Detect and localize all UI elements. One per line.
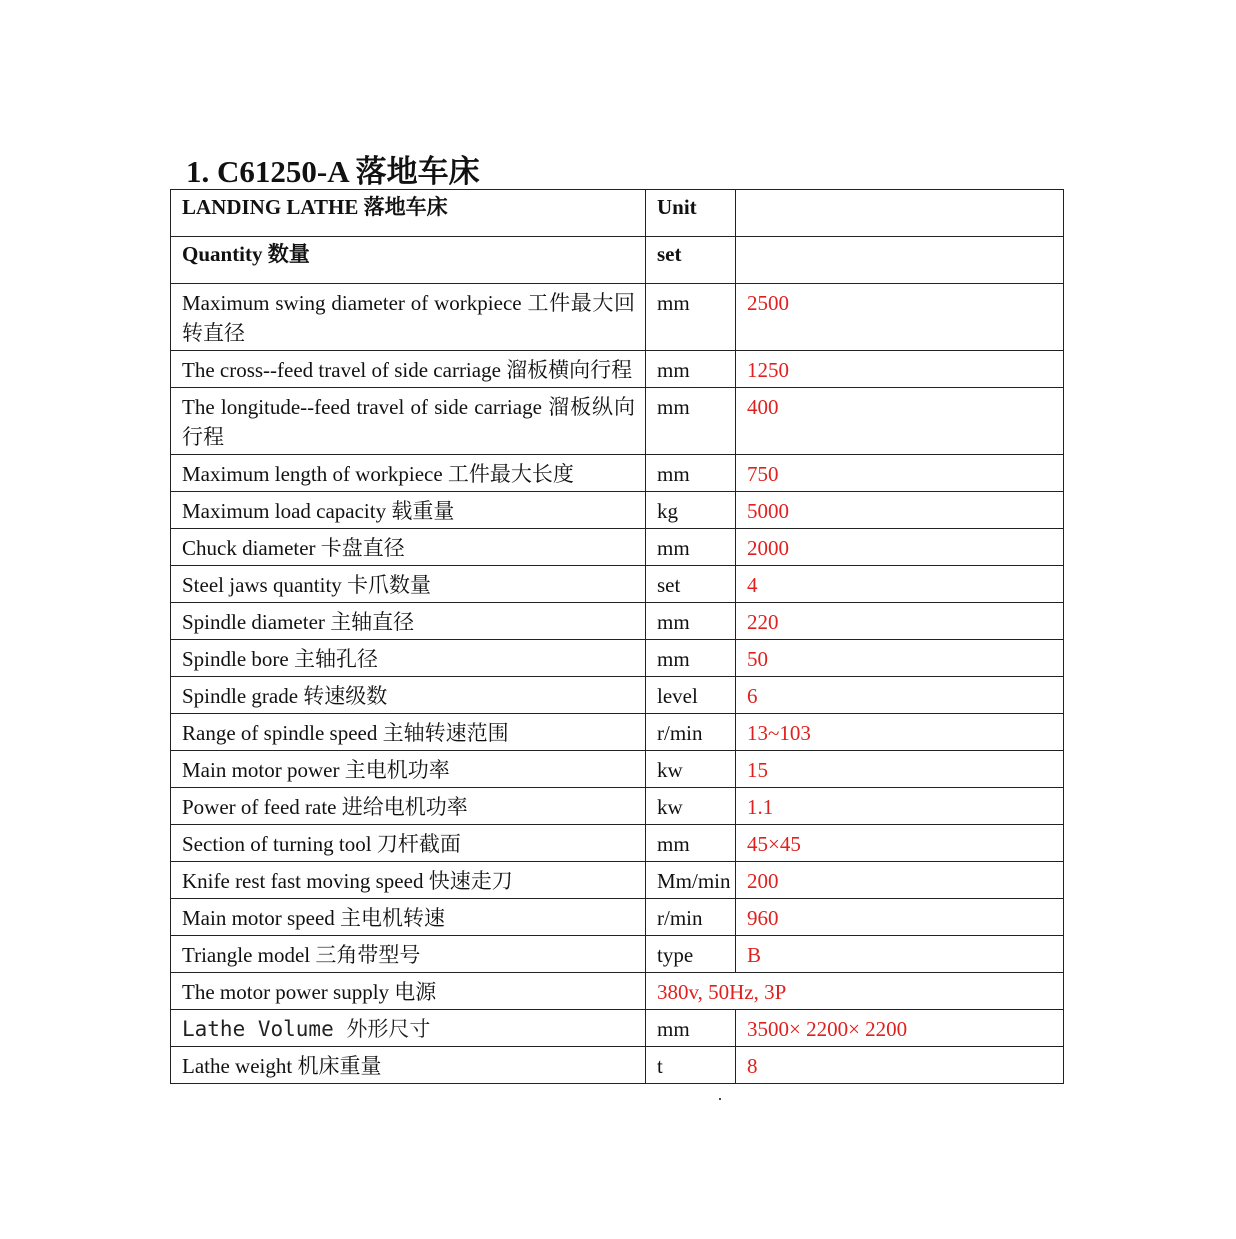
unit-cell: r/min	[646, 899, 736, 936]
unit-cell: set	[646, 566, 736, 603]
param-cell: Spindle bore 主轴孔径	[171, 640, 646, 677]
value-cell: B	[736, 936, 1064, 973]
table-row	[171, 862, 1064, 899]
unit-cell: mm	[646, 640, 736, 677]
value-cell: 220	[736, 603, 1064, 640]
unit-cell: kw	[646, 788, 736, 825]
param-cell: Maximum load capacity 载重量	[171, 492, 646, 529]
value-cell: 750	[736, 455, 1064, 492]
unit-cell: mm	[646, 388, 736, 455]
power-supply-value-cell: 380v, 50Hz, 3P	[646, 973, 1064, 1010]
param-cell: Main motor power 主电机功率	[171, 751, 646, 788]
power-supply-param-cell: The motor power supply 电源	[171, 973, 646, 1010]
table-header-row	[171, 190, 1064, 237]
param-cell: Steel jaws quantity 卡爪数量	[171, 566, 646, 603]
param-cell: Triangle model 三角带型号	[171, 936, 646, 973]
table-row	[171, 751, 1064, 788]
power-supply-row	[171, 973, 1064, 1010]
table-row	[171, 936, 1064, 973]
unit-cell: mm	[646, 603, 736, 640]
value-cell: 1.1	[736, 788, 1064, 825]
value-cell: 1250	[736, 351, 1064, 388]
table-row	[171, 640, 1064, 677]
spec-table	[170, 189, 1064, 1084]
param-cell: Main motor speed 主电机转速	[171, 899, 646, 936]
table-row	[171, 603, 1064, 640]
unit-cell: level	[646, 677, 736, 714]
header-value-cell	[736, 190, 1064, 237]
quantity-unit-cell: set	[646, 237, 736, 284]
weight-param-cell: Lathe weight 机床重量	[171, 1047, 646, 1084]
header-unit-cell: Unit	[646, 190, 736, 237]
param-cell: Spindle grade 转速级数	[171, 677, 646, 714]
param-cell: Section of turning tool 刀杆截面	[171, 825, 646, 862]
param-cell: Power of feed rate 进给电机功率	[171, 788, 646, 825]
value-cell: 50	[736, 640, 1064, 677]
unit-cell: r/min	[646, 714, 736, 751]
weight-unit-cell: t	[646, 1047, 736, 1084]
value-cell: 200	[736, 862, 1064, 899]
param-cell: The cross--feed travel of side carriage 溜板横向行程	[171, 351, 646, 388]
header-param-cell: LANDING LATHE 落地车床	[171, 190, 646, 237]
unit-cell: mm	[646, 455, 736, 492]
weight-row	[171, 1047, 1064, 1084]
table-row	[171, 351, 1064, 388]
table-row	[171, 529, 1064, 566]
value-cell: 5000	[736, 492, 1064, 529]
volume-param-cell: Lathe Volume 外形尺寸	[171, 1010, 646, 1047]
unit-cell: kw	[646, 751, 736, 788]
value-cell: 400	[736, 388, 1064, 455]
param-cell: Spindle diameter 主轴直径	[171, 603, 646, 640]
value-cell: 13~103	[736, 714, 1064, 751]
unit-cell: Mm/min	[646, 862, 736, 899]
param-cell: The longitude--feed travel of side carriage 溜板纵向行程	[171, 388, 646, 455]
param-cell: Chuck diameter 卡盘直径	[171, 529, 646, 566]
table-row	[171, 825, 1064, 862]
volume-row	[171, 1010, 1064, 1047]
value-cell: 2500	[736, 284, 1064, 351]
table-row	[171, 566, 1064, 603]
stray-dot-mark	[719, 1098, 721, 1100]
param-cell: Maximum swing diameter of workpiece 工件最大回转直径	[171, 284, 646, 351]
param-cell: Range of spindle speed 主轴转速范围	[171, 714, 646, 751]
value-cell: 960	[736, 899, 1064, 936]
unit-cell: mm	[646, 825, 736, 862]
quantity-param-cell: Quantity 数量	[171, 237, 646, 284]
value-cell: 4	[736, 566, 1064, 603]
volume-unit-cell: mm	[646, 1010, 736, 1047]
table-row	[171, 284, 1064, 351]
table-row	[171, 788, 1064, 825]
unit-cell: type	[646, 936, 736, 973]
document-title: 1. C61250-A 落地车床	[186, 154, 480, 189]
table-row	[171, 455, 1064, 492]
table-row	[171, 492, 1064, 529]
unit-cell: mm	[646, 284, 736, 351]
table-row	[171, 677, 1064, 714]
unit-cell: mm	[646, 529, 736, 566]
unit-cell: kg	[646, 492, 736, 529]
unit-cell: mm	[646, 351, 736, 388]
volume-value-cell: 3500× 2200× 2200	[736, 1010, 1064, 1047]
value-cell: 15	[736, 751, 1064, 788]
table-row	[171, 388, 1064, 455]
value-cell: 6	[736, 677, 1064, 714]
quantity-row	[171, 237, 1064, 284]
value-cell: 45×45	[736, 825, 1064, 862]
param-cell: Maximum length of workpiece 工件最大长度	[171, 455, 646, 492]
param-cell: Knife rest fast moving speed 快速走刀	[171, 862, 646, 899]
table-row	[171, 714, 1064, 751]
table-row	[171, 899, 1064, 936]
quantity-value-cell	[736, 237, 1064, 284]
value-cell: 2000	[736, 529, 1064, 566]
weight-value-cell: 8	[736, 1047, 1064, 1084]
